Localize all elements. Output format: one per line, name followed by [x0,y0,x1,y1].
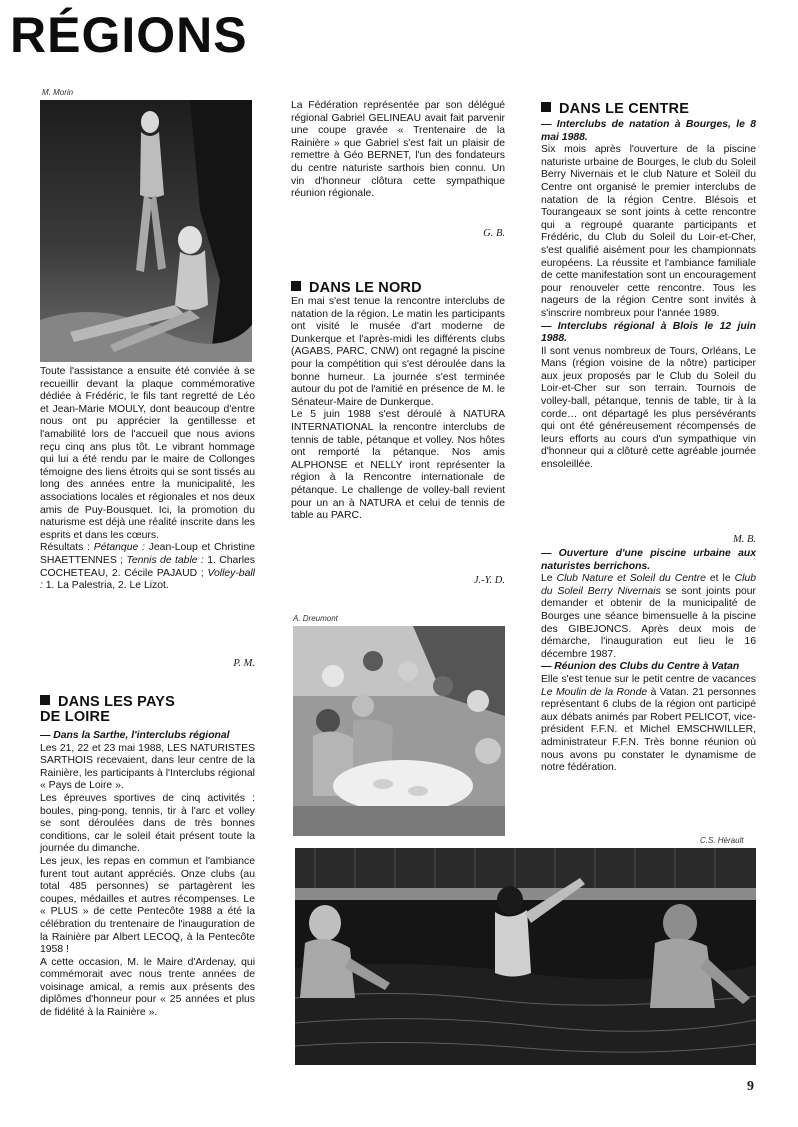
col2-intro-text: La Fédération représentée par son délégué régional Gabriel GELINEAU avait fait parvenir une coupe gravée « Trentenaire de la Rainière » que Gabriel s'est fait un plaisir de remettre à Géo BERNET, l'un des fondateurs du centre naturiste sarthois bien connu. Un vin d'honneur clôtura cette sympathique réunion régionale. [291,100,505,200]
results-petanque-label: Pétanque : [93,542,145,554]
heading-bullet-icon [291,281,301,291]
col2-nord-text [291,296,505,523]
page-number: 9 [747,1079,754,1094]
heading-loire-line1: DANS LES PAYS [58,694,176,710]
heading-pays-de-loire [40,695,255,725]
heading-centre-label: DANS LE CENTRE [559,101,690,117]
results-petanque: Jean-Loup et Christine SHAETTENNES ; [40,542,256,566]
centre-p4-part-a: Elle s'est tenue sur le petit centre de vacances [541,673,756,685]
results-tennis: 1. Charles COCHETEAU, 2. Cécile PAJAUD ; [40,554,256,579]
heading-nord [291,281,505,296]
centre-p3-part-b: et le [709,573,731,585]
centre-p4-place: Le Moulin de la Ronde [541,686,648,698]
heading-bullet-icon [541,102,551,112]
col3-centre-text-b [541,548,756,775]
centre-subheading-3: — Ouverture d'une piscine urbaine aux naturistes berrichons. [541,548,756,572]
centre-paragraph-2: Il sont venus nombreux de Tours, Orléans, Le Mans (région voisine de la nôtre) participer aux jeux proposés par le Club du Soleil du Loir-et-Cher sur son terrain. Tournois de volley-ball, pétanque, tennis de table, tir à la corde… ont départagé les plus persévérants qui ont été généreusement récompensés de leurs efforts au cours d'un sympathique vin d'honneur qui a clôturé cette agréable journée ensoleillée. [541,345,756,471]
nord-paragraph-1: En mai s'est tenue la rencontre interclubs de natation de la région. Le matin les participants ont visité le musée d'art moderne de Dunkerque et l'après-midi les différents clubs (AGABS, PARC, CNW) ont regagné la piscine pour la compétition qui s'est déroulée dans la bonne humeur. La journée s'est terminée autour du pot de l'amitié en présence de M. le Sénateur-Maire de Dunkerque. [291,296,505,408]
heading-nord-label: DANS LE NORD [309,280,422,296]
centre-subheading-2: — Interclubs régional à Blois le 12 juin 1988. [541,320,756,345]
col1-loire-text [40,730,255,1020]
centre-p3-club2: Club du Soleil Berry Nivernais [541,573,757,597]
col1-intro [40,366,255,593]
signature-gb: G. B. [483,228,505,239]
centre-p4-part-b: à Vatan. 21 personnes représentant 6 clubs de la région ont participé aux débats animés par Robert PELICOT, vice-président F.F.N. et Michel EMSCHWILLER, administrateur F.F.N. Très bonne réunion où nous avons pu constater le dynamisme de notre fédération. [541,686,757,774]
centre-subheading-1: — Interclubs de natation à Bourges, le 8 mai 1988. [541,119,756,143]
heading-loire-line2: DE LOIRE [40,709,111,725]
centre-p3-part-c: se sont joints pour demander et obtenir de la municipalité de Bourges une séance bimensuelle à la piscine des GIBEJONCS. Après deux mois de démarche, l'inauguration eut lieu le 16 décembre 1987. [541,585,757,660]
nord-paragraph-2: Le 5 juin 1988 s'est déroulé à NATURA INTERNATIONAL la rencontre interclubs de tennis de table, pétanque et volley. Nos hôtes ont remporté la pétanque. Nos amis ALPHONSE et NELLY iront représenter la région à la Rencontre internationale de pétanque. Le challenge de volley-ball revient pour un an à NATURA et celui de tennis de table au PARC. [291,409,505,522]
photo-children-table [293,626,505,836]
centre-subheading-4: — Réunion des Clubs du Centre à Vatan [541,661,740,673]
page-title: RÉGIONS [10,7,248,63]
results-volley-label: Volley-ball : [40,567,255,592]
signature-jyd: J.-Y. D. [473,575,505,586]
centre-paragraph-1: Six mois après l'ouverture de la piscine naturiste urbaine de Bourges, le club du Soleil Berry Nivernais et le club Nature et Soleil du Centre ont organisé le premier interclubs de natation de la région Centre. Blésois et Tourangeaux se sont joints à cette rencontre qui a regroupé quarante participants et Frédéric, du Club du Soleil du Loir-et-Cher, s'est qualifié aisément pour les championnats européens. La réussite et l'ambiance familiale de cette manifestation sont un encouragement pour renouveler cette rencontre. Tous les nageurs de la région Centre sont invités à s'inscrire nombreux pour l'année 1989. [541,144,756,319]
centre-paragraph-3 [541,573,756,661]
photo-pool-swimmers [295,848,756,1065]
centre-p3-part-a: Le [541,573,553,585]
results-label: Résultats : [40,542,90,554]
results-line [40,542,255,592]
photo-credit-3: C.S. Hérault [700,836,744,845]
results-volley: 1. La Palestria, 2. Le Lizot. [45,580,169,592]
photo-beach-sunbathers [40,100,252,362]
loire-paragraph-1: Les 21, 22 et 23 mai 1988, LES NATURISTES SARTHOIS recevaient, dans leur centre de la Rainière, les participants à l'Interclubs régional « Pays de Loire ». [40,742,255,792]
loire-paragraph-3: Les jeux, les repas en commun et l'ambiance furent tout autant appréciés. Onze clubs (au total 485 personnes) se partagèrent les coupes, médailles et autres récompenses. Le « PLUS » de cette Pentecôte 1988 a été la célébration du trentenaire de l'inauguration de la Rainière par Albert LECOQ, à la Pentecôte 1958 ! [40,855,255,956]
loire-paragraph-4: A cette occasion, M. le Maire d'Ardenay, qui commémorait avec nous trente années de voisinage amical, a remis aux présents des diplômes d'honneur pour « 25 années et plus de fidélité à la Rainière ». [40,956,255,1019]
heading-centre [541,102,756,117]
col3-centre-text-a [541,119,756,472]
loire-subheading: — Dans la Sarthe, l'interclubs régional [40,730,230,741]
col1-intro-text: Toute l'assistance a ensuite été conviée à se recueillir devant la plaque commémorative dédiée à Frédéric, le fils tant regretté de Léo et Jean-Marie MOULY, dont beaucoup d'entre nous ont pu apprécier la gentillesse et l'amabilité lors de l'accueil que nous avions reçu cinq ans plus tôt. Le vibrant hommage qui lui a été rendu par le maire de Collonges témoigne des liens étroits qui se sont tissés au long des années entre la municipalité, les associations locales et régionales et nos deux amis de Puy-Bousquet. Ici, la promotion du naturisme est déjà une réalité inscrite dans les esprits et dans les cœurs. [40,366,255,541]
photo-credit-2: A. Dreumont [293,614,338,623]
results-tennis-label: Tennis de table : [126,554,204,566]
centre-p3-club1: Club Nature et Soleil du Centre [556,573,706,585]
centre-paragraph-4 [541,674,756,775]
col2-intro [291,100,505,201]
signature-pm: P. M. [233,658,255,669]
photo-credit-1: M. Morin [42,88,74,97]
signature-mb: M. B. [732,534,756,545]
heading-bullet-icon [40,695,50,705]
loire-paragraph-2: Les épreuves sportives de cinq activités : boules, ping-pong, tennis, tir à l'arc et volley se sont déroulées dans de très bonnes conditions, car le soleil était présent toute la journée du dimanche. [40,792,255,855]
